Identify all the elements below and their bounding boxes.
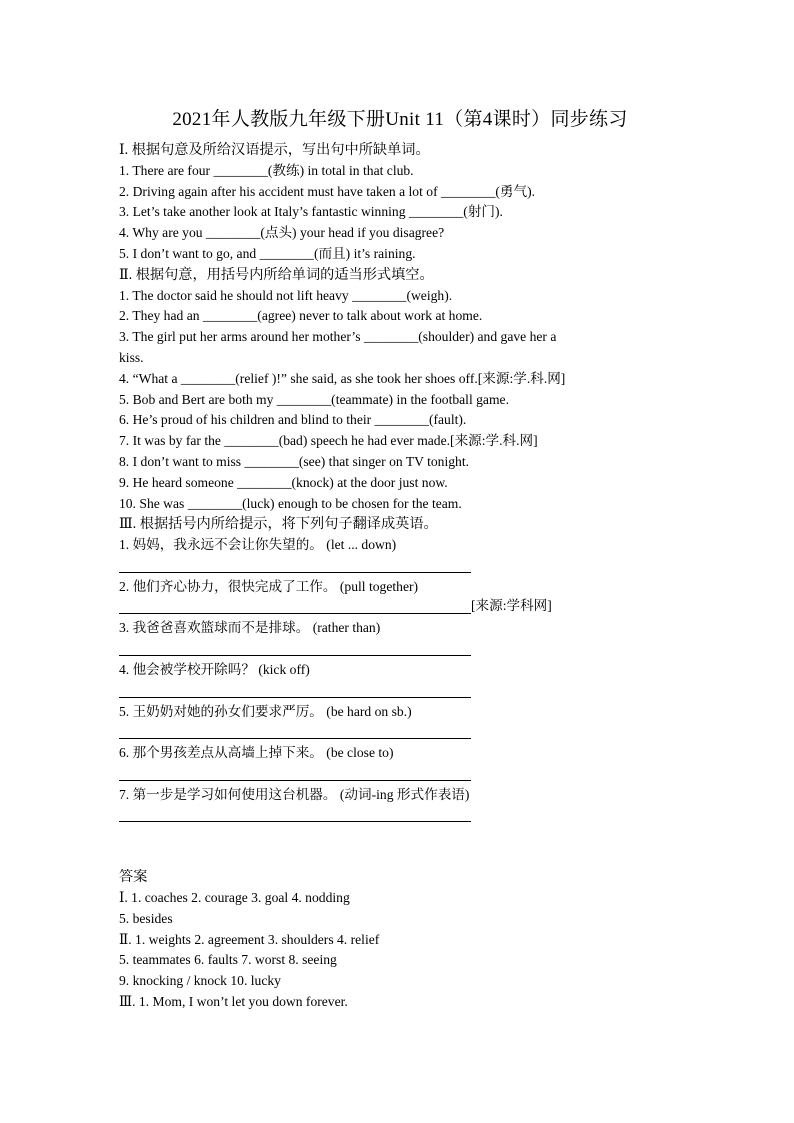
- s3-answer-line-2: [119, 598, 679, 619]
- s2-item-2: 2. They had an ________(agree) never to talk about work at home.: [119, 308, 483, 324]
- answer-line-2: 5. besides: [119, 910, 173, 926]
- s3-item-3: 3. 我爸爸喜欢篮球而不是排球。 (rather than): [119, 620, 381, 636]
- s3-item-6: 6. 那个男孩差点从高墙上掉下来。 (be close to): [119, 745, 394, 761]
- answer-rule-3: [119, 655, 471, 656]
- answer-line-6: Ⅲ. 1. Mom, I won’t let you down forever.: [119, 994, 348, 1010]
- s1-item-3: 3. Let’s take another look at Italy’s fantastic winning ________(射门).: [119, 204, 503, 220]
- s2-item-3-cont: kiss.: [119, 349, 144, 365]
- source-note: [来源:学科网]: [471, 598, 552, 613]
- section-2-heading: Ⅱ. 根据句意，用括号内所给单词的适当形式填空。: [119, 266, 434, 283]
- s3-item-4: 4. 他会被学校开除吗？ (kick off): [119, 661, 310, 677]
- s3-answer-line-7: [119, 806, 679, 827]
- answer-line-5: 9. knocking / knock 10. lucky: [119, 973, 281, 989]
- s2-item-9: 9. He heard someone ________(knock) at the door just now.: [119, 474, 448, 490]
- answer-rule-2: [119, 613, 471, 614]
- answer-line-4: 5. teammates 6. faults 7. worst 8. seeing: [119, 952, 337, 968]
- s1-item-1: 1. There are four ________(教练) in total in that club.: [119, 162, 414, 178]
- answer-rule-4: [119, 697, 471, 698]
- answer-line-3: Ⅱ. 1. weights 2. agreement 3. shoulders 4. relief: [119, 931, 380, 947]
- s2-item-8: 8. I don’t want to miss ________(see) that singer on TV tonight.: [119, 453, 470, 469]
- answer-line-1: Ⅰ. 1. coaches 2. courage 3. goal 4. nodding: [119, 890, 350, 906]
- s2-item-1: 1. The doctor said he should not lift heavy ________(weigh).: [119, 287, 453, 303]
- section-1-heading: Ⅰ. 根据句意及所给汉语提示，写出句中所缺单词。: [119, 142, 430, 158]
- answer-rule-7: [119, 821, 471, 822]
- s2-item-6: 6. He’s proud of his children and blind to their ________(fault).: [119, 412, 467, 428]
- s1-item-4: 4. Why are you ________(点头) your head if you disagree?: [119, 225, 445, 241]
- answer-rule-1: [119, 572, 471, 573]
- page-title: 2021年人教版九年级下册Unit 11（第4课时）同步练习: [172, 109, 628, 130]
- s2-item-7: 7. It was by far the ________(bad) speech he had ever made.[来源:学.科.网]: [119, 433, 538, 449]
- s3-item-2: 2. 他们齐心协力，很快完成了工作。 (pull together): [119, 578, 419, 594]
- answer-rule-5: [119, 738, 471, 739]
- s3-item-5: 5. 王奶奶对她的孙女们要求严厉。 (be hard on sb.): [119, 703, 412, 719]
- answer-rule-6: [119, 780, 471, 781]
- s2-item-3: 3. The girl put her arms around her mother’s ________(shoulder) and gave her a: [119, 329, 557, 345]
- s3-answer-line-5: [119, 722, 679, 743]
- answers-heading: 答案: [119, 869, 148, 886]
- s3-item-1: 1. 妈妈，我永远不会让你失望的。 (let ... down): [119, 537, 397, 553]
- s2-item-5: 5. Bob and Bert are both my ________(teammate) in the football game.: [119, 391, 509, 407]
- s3-answer-line-1: [119, 556, 679, 577]
- s2-item-4: 4. “What a ________(relief )!” she said, as she took her shoes off.[来源:学.科.网]: [119, 370, 566, 386]
- s3-answer-line-6: [119, 764, 679, 785]
- s3-answer-line-4: [119, 681, 679, 702]
- s1-item-5: 5. I don’t want to go, and ________(而且) it’s raining.: [119, 245, 416, 261]
- s2-item-10: 10. She was ________(luck) enough to be chosen for the team.: [119, 495, 462, 511]
- s3-answer-line-3: [119, 639, 679, 660]
- s3-item-7: 7. 第一步是学习如何使用这台机器。 (动词-ing 形式作表语): [119, 786, 470, 802]
- s1-item-2: 2. Driving again after his accident must have taken a lot of ________(勇气).: [119, 183, 536, 199]
- section-3-heading: Ⅲ. 根据括号内所给提示，将下列句子翻译成英语。: [119, 516, 438, 533]
- exercise-body: [119, 140, 679, 1013]
